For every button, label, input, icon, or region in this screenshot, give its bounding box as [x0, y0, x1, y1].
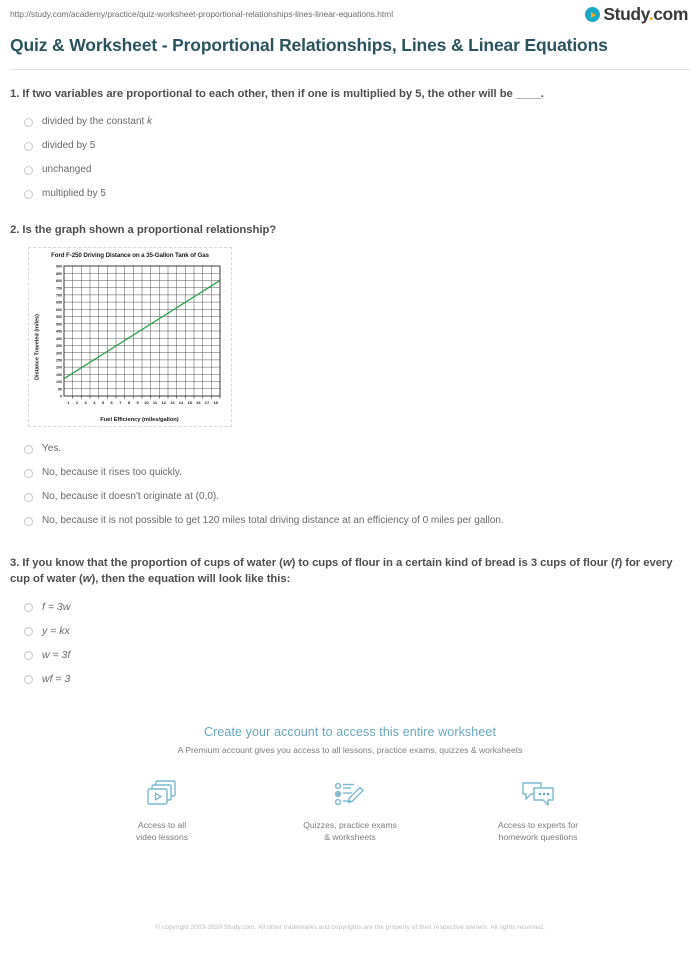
- question-3-number: 3.: [10, 556, 20, 569]
- svg-text:300: 300: [56, 350, 62, 355]
- option-3a[interactable]: [10, 595, 690, 619]
- svg-text:600: 600: [56, 307, 62, 312]
- svg-text:5: 5: [101, 399, 105, 405]
- svg-text:400: 400: [56, 336, 62, 341]
- radio-icon[interactable]: [24, 469, 33, 478]
- cta-feature-experts-caption: [476, 819, 600, 843]
- chart-title: Ford F-250 Driving Distance on a 35-Gallon Tank of Gas: [51, 251, 209, 259]
- question-1-number: 1.: [10, 87, 20, 100]
- question-2-options: [10, 437, 690, 533]
- radio-icon[interactable]: [24, 190, 33, 199]
- option-2d-label: No, because it is not possible to get 120 miles total driving distance at an efficiency of 0 miles per gallon.: [42, 514, 504, 526]
- svg-text:700: 700: [56, 292, 62, 297]
- option-3d-label: wf = 3: [42, 672, 71, 685]
- cta-features: [10, 777, 690, 843]
- svg-text:8: 8: [127, 399, 131, 405]
- chat-bubbles-icon: [476, 777, 600, 811]
- chart-svg: [42, 262, 224, 412]
- svg-text:500: 500: [56, 321, 62, 326]
- svg-text:16: 16: [196, 399, 201, 405]
- radio-icon[interactable]: [24, 118, 33, 127]
- svg-text:900: 900: [56, 264, 62, 269]
- svg-text:9: 9: [136, 399, 139, 405]
- video-stack-icon: [100, 777, 224, 811]
- option-1b[interactable]: [10, 134, 690, 158]
- radio-icon[interactable]: [24, 445, 33, 454]
- caption-line-2: video lessons: [135, 831, 189, 842]
- svg-text:17: 17: [204, 399, 210, 405]
- svg-text:850: 850: [56, 271, 62, 276]
- logo-dot: .: [648, 4, 654, 24]
- svg-text:11: 11: [152, 399, 158, 405]
- radio-icon[interactable]: [24, 603, 33, 612]
- cta-subheading: A Premium account gives you access to all lessons, practice exams, quizzes & worksheets: [177, 744, 523, 755]
- chart-y-axis-label: Distance Traveled (miles): [34, 314, 41, 380]
- svg-text:1: 1: [67, 399, 70, 405]
- cta-feature-video-caption: [100, 819, 224, 843]
- question-3-options: [10, 595, 690, 691]
- cta-heading[interactable]: Create your account to access this entire worksheet: [203, 724, 497, 739]
- option-2c-label: No, because it doesn't originate at (0,0).: [42, 490, 220, 502]
- option-2b-label: No, because it rises too quickly.: [42, 466, 182, 478]
- question-3-prompt: 3. If you know that the proportion of cups of water (w) to cups of flour in a certain kind of bread is 3 cups of flour (f) for every cup of water (w), then the equation will look like this:: [10, 556, 673, 585]
- chart-plot-area: [42, 262, 227, 412]
- caption-line-1: Access to all: [137, 819, 187, 830]
- play-circle-icon: [585, 7, 600, 22]
- question-2-prompt: [10, 222, 690, 238]
- cta-feature-experts: [476, 777, 600, 843]
- option-3b[interactable]: [10, 619, 690, 643]
- option-1c[interactable]: [10, 158, 690, 182]
- logo-name: Study: [603, 4, 649, 24]
- option-2c[interactable]: [10, 485, 690, 509]
- svg-text:100: 100: [56, 379, 62, 384]
- page-title: Quiz & Worksheet - Proportional Relationships, Lines & Linear Equations: [10, 34, 608, 55]
- svg-text:250: 250: [56, 357, 62, 362]
- radio-icon[interactable]: [24, 493, 33, 502]
- svg-text:10: 10: [144, 399, 149, 405]
- question-2-number: 2.: [10, 223, 20, 236]
- copyright-notice: © copyright 2003-2020 Study.com. All other trademarks and copyrights are the property of their respective owners. All rights reserved.: [155, 924, 545, 931]
- option-2d[interactable]: [10, 509, 690, 533]
- fuel-distance-chart: [28, 247, 232, 427]
- quiz-pencil-icon: [288, 777, 412, 811]
- radio-icon[interactable]: [24, 166, 33, 175]
- question-1-options: [10, 110, 690, 206]
- question-1: [10, 86, 690, 206]
- svg-text:6: 6: [110, 399, 113, 405]
- svg-text:550: 550: [56, 314, 62, 319]
- option-2a[interactable]: [10, 437, 690, 461]
- option-1d[interactable]: [10, 182, 690, 206]
- svg-text:50: 50: [58, 386, 62, 391]
- cta-feature-quizzes-caption: [288, 819, 412, 843]
- caption-line-1: Access to experts for: [497, 819, 579, 830]
- option-3c[interactable]: [10, 643, 690, 667]
- cta-feature-quizzes: [288, 777, 412, 843]
- caption-line-2: & worksheets: [324, 831, 376, 842]
- radio-icon[interactable]: [24, 627, 33, 636]
- chart-plot-column: [42, 262, 227, 423]
- cta-feature-video: [100, 777, 224, 843]
- option-3d[interactable]: [10, 667, 690, 691]
- radio-icon[interactable]: [24, 675, 33, 684]
- chart-body: [33, 262, 227, 423]
- svg-text:450: 450: [56, 329, 62, 334]
- option-3b-label: y = kx: [42, 624, 70, 637]
- option-1b-label: divided by 5: [42, 139, 96, 151]
- radio-icon[interactable]: [24, 517, 33, 526]
- option-2b[interactable]: [10, 461, 690, 485]
- svg-text:15: 15: [187, 399, 192, 405]
- caption-line-1: Quizzes, practice exams: [303, 819, 397, 830]
- option-3a-label: f = 3w: [42, 600, 71, 613]
- svg-text:800: 800: [56, 278, 62, 283]
- studycom-logo[interactable]: [585, 6, 690, 24]
- question-2-text: Is the graph shown a proportional relationship?: [22, 223, 277, 236]
- svg-text:750: 750: [56, 285, 62, 290]
- option-1c-label: unchanged: [42, 163, 92, 175]
- svg-text:14: 14: [178, 399, 184, 405]
- svg-text:13: 13: [170, 399, 175, 405]
- svg-text:650: 650: [56, 300, 62, 305]
- page-topbar: [10, 0, 690, 24]
- svg-text:350: 350: [56, 343, 62, 348]
- radio-icon[interactable]: [24, 651, 33, 660]
- logo-tld: com: [653, 4, 688, 24]
- svg-text:3: 3: [84, 399, 87, 405]
- radio-icon[interactable]: [24, 142, 33, 151]
- chart-x-axis-label: Fuel Efficiency (miles/gallon): [100, 416, 179, 423]
- caption-line-2: homework questions: [498, 831, 578, 842]
- svg-text:18: 18: [213, 399, 218, 405]
- question-1-prompt: 1. If two variables are proportional to each other, then if one is multiplied by 5, the other will be ____.: [10, 87, 544, 100]
- svg-text:4: 4: [93, 399, 96, 405]
- svg-text:0: 0: [60, 394, 62, 399]
- question-3: [10, 555, 690, 691]
- svg-text:12: 12: [161, 399, 166, 405]
- svg-text:2: 2: [75, 399, 79, 405]
- logo-wordmark: [603, 6, 688, 24]
- option-3c-label: w = 3f: [42, 648, 71, 661]
- option-1a-label: divided by the constant k: [42, 115, 153, 127]
- svg-text:200: 200: [56, 365, 62, 370]
- title-divider: [10, 69, 690, 70]
- option-1a[interactable]: [10, 110, 690, 134]
- svg-text:7: 7: [119, 399, 122, 405]
- svg-text:150: 150: [56, 372, 62, 377]
- option-2a-label: Yes.: [42, 442, 62, 454]
- question-2: [10, 222, 690, 533]
- premium-cta: [10, 725, 690, 843]
- source-url: http://study.com/academy/practice/quiz-worksheet-proportional-relationships-lines-linear-equations.html: [10, 9, 394, 19]
- option-1d-label: multiplied by 5: [42, 187, 106, 199]
